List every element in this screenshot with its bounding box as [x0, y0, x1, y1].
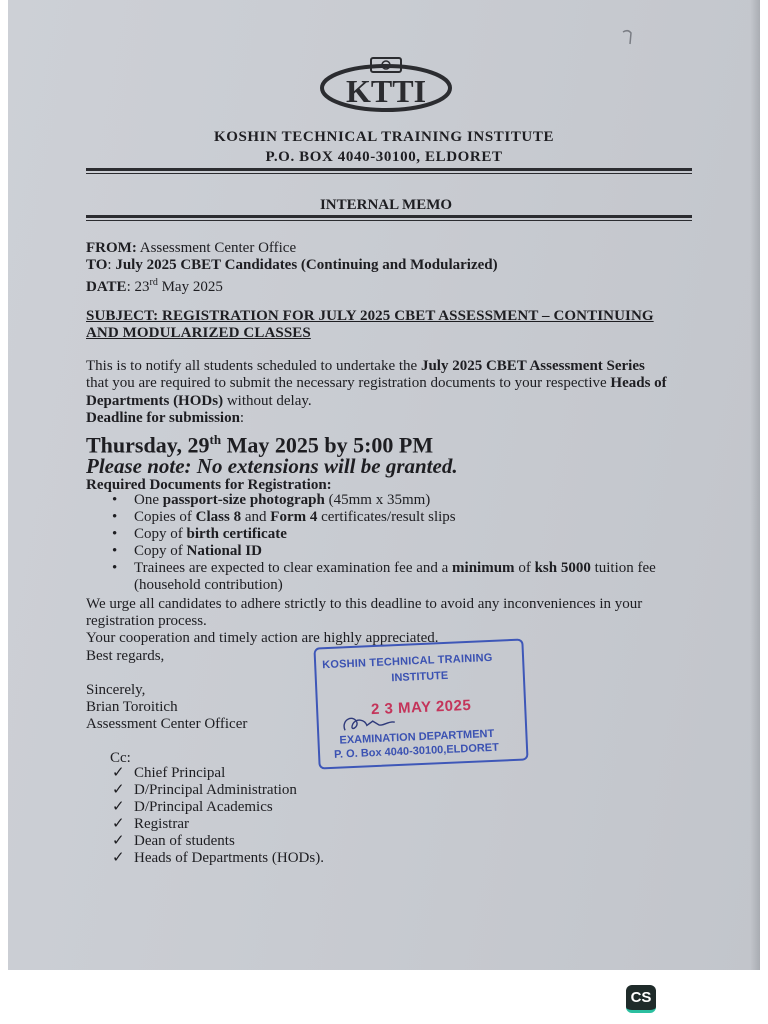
signatory-title: Assessment Center Officer: [86, 716, 248, 732]
hods-text: Departments (HODs): [86, 393, 224, 409]
no-extension-note: Please note: No extensions will be granted.: [86, 454, 458, 478]
memo-title: INTERNAL MEMO: [319, 197, 453, 213]
deadline-label-text: Deadline for submission: [86, 410, 240, 426]
institute-name: KOSHIN TECHNICAL TRAINING INSTITUTE: [213, 129, 555, 145]
checkmark-icon: ✓: [112, 765, 125, 781]
body-text: that you are required to submit the necessary registration documents to your respective: [86, 375, 611, 391]
header-rule-thin: [86, 173, 692, 174]
subject-line-2: AND MODULARIZED CLASSES: [86, 325, 311, 341]
memo-rule: [86, 215, 692, 218]
date-label: DATE: [86, 279, 127, 295]
checkmark-icon: ✓: [112, 850, 125, 866]
deadline-label: Deadline for submission:: [86, 410, 245, 426]
list-item: ✓ D/Principal Academics: [112, 799, 273, 815]
body-paragraph-line-3: [86, 393, 312, 410]
deadline-rest: May 2025 by 5:00 PM: [221, 432, 434, 458]
date-rest: May 2025: [161, 279, 223, 295]
cc-list: [112, 765, 324, 867]
list-item: ✓ D/Principal Administration: [112, 782, 297, 798]
date-line: DATE: 23rd May 2025: [86, 277, 223, 295]
header-rule: [86, 168, 692, 171]
institute-address: P.O. BOX 4040-30100, ELDORET: [265, 149, 503, 165]
to-value: July 2025 CBET Candidates (Continuing and Modularized): [115, 257, 498, 273]
document-page: [8, 0, 760, 970]
deadline-date: [86, 428, 433, 457]
from-label: FROM: [86, 240, 132, 256]
cc-label: Cc:: [110, 750, 131, 766]
to-line: TO: July 2025 CBET Candidates (Continuing and Modularized): [86, 257, 498, 273]
deadline-day: Thursday, 29: [86, 432, 210, 458]
to-label: TO: [86, 257, 108, 273]
list-item: • Trainees are expected to clear examination fee and a minimum of ksh 5000 tuition fee (household contribution): [134, 560, 724, 594]
signatory-name: Brian Toroitich: [86, 699, 178, 715]
memo-rule-thin: [86, 220, 692, 221]
urge-line-2: registration process.: [86, 613, 207, 629]
body-text: without delay.: [223, 393, 312, 409]
checkmark-icon: ✓: [112, 833, 125, 849]
checkmark-icon: ✓: [112, 799, 125, 815]
ktti-logo: [318, 55, 454, 113]
camscanner-logo: CS: [626, 985, 656, 1013]
list-item: • One passport-size photograph (45mm x 35mm): [134, 492, 724, 509]
date-day: 23: [134, 279, 150, 295]
required-docs-label: Required Documents for Registration:: [86, 477, 332, 493]
sincerely: Sincerely,: [86, 682, 146, 698]
official-stamp: [313, 638, 528, 769]
from-value: Assessment Center Office: [139, 240, 297, 256]
urge-line-1: We urge all candidates to adhere strictly to this deadline to avoid any inconveniences in your: [86, 596, 643, 612]
subject-line-1: SUBJECT: REGISTRATION FOR JULY 2025 CBET ASSESSMENT – CONTINUING: [86, 308, 654, 324]
list-item: ✓ Chief Principal: [112, 765, 226, 781]
checkmark-icon: ✓: [112, 782, 125, 798]
list-item: ✓ Heads of Departments (HODs).: [112, 850, 324, 866]
list-item: ✓ Dean of students: [112, 833, 235, 849]
stamp-line-2: INSTITUTE: [391, 669, 449, 685]
list-item: • Copy of birth certificate: [134, 526, 724, 543]
body-paragraph-line-2: [86, 375, 667, 392]
list-item: • Copy of National ID: [134, 543, 724, 560]
thanks-line: Your cooperation and timely action are highly appreciated.: [86, 630, 439, 646]
list-item: ✓ Registrar: [112, 816, 189, 832]
logo-text: KTTI: [345, 73, 427, 109]
stamp-line-1: KOSHIN TECHNICAL TRAINING: [321, 651, 493, 672]
list-item: • Copies of Class 8 and Form 4 certificates/result slips: [134, 509, 724, 526]
body-text: This is to notify all students scheduled to undertake the: [86, 358, 421, 374]
body-paragraph-line-1: [86, 358, 645, 375]
date-suffix: rd: [149, 277, 158, 288]
stamp-line-4: EXAMINATION DEPARTMENT: [339, 727, 495, 747]
stamp-date: 2 3 MAY 2025: [370, 696, 472, 719]
assessment-series: July 2025 CBET Assessment Series: [420, 358, 645, 374]
from-line: FROM: Assessment Center Office: [86, 240, 297, 256]
stamp-line-5: P. O. Box 4040-30100,ELDORET: [333, 741, 500, 761]
pen-mark: [620, 28, 636, 46]
deadline-suffix: th: [209, 432, 222, 447]
hods-text: Heads of: [610, 375, 667, 391]
checkmark-icon: ✓: [112, 816, 125, 832]
documents-list: [104, 492, 724, 594]
best-regards: Best regards,: [86, 648, 165, 664]
